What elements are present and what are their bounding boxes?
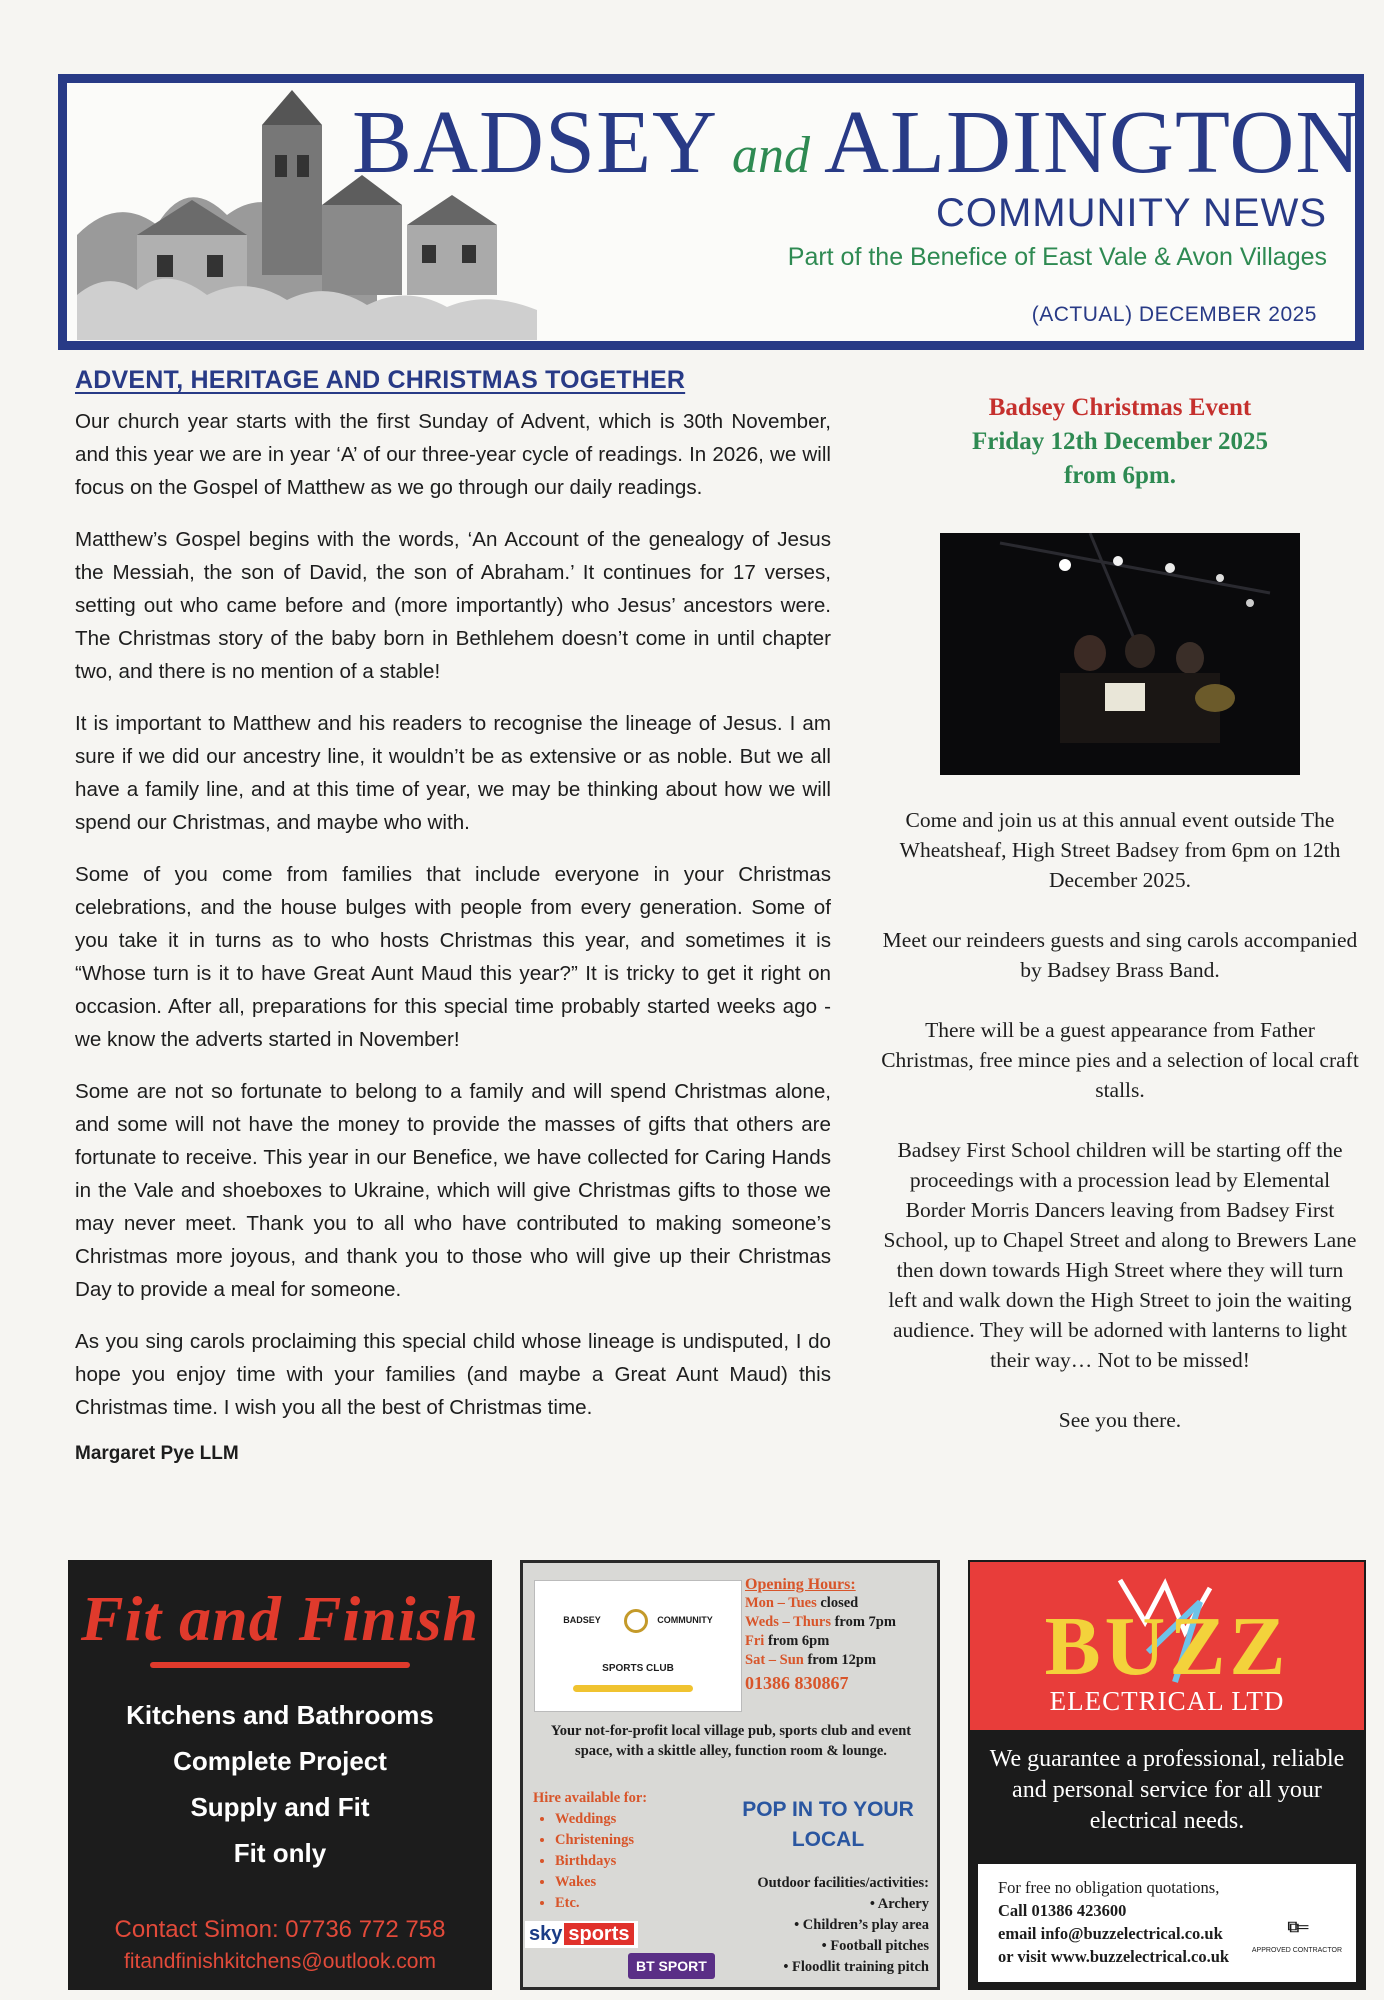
article-author: Margaret Pye LLM bbox=[75, 1443, 239, 1464]
buzz-electrical-ad bbox=[968, 1560, 1366, 1990]
outdoor-item-label: Floodlit training pitch bbox=[792, 1959, 929, 1975]
fit-service: Supply and Fit bbox=[190, 1792, 370, 1822]
article-paragraph: Our church year starts with the first Sunday of Advent, which is 30th November, and this year we are in year ‘A’ of our three-year cycle of readings. In 2026, we will focus on the Gospel of Matthew as we go through our daily readings. bbox=[75, 410, 831, 499]
hire-item: • Wakes bbox=[555, 1872, 647, 1893]
buzz-header bbox=[970, 1562, 1364, 1730]
hours-title: Opening Hours: bbox=[745, 1576, 856, 1593]
buzz-logo: BUZZ bbox=[1044, 1600, 1290, 1693]
approved-label: APPROVED CONTRACTOR bbox=[1251, 1947, 1342, 1954]
pop-in-slogan: POP IN TO YOUR LOCAL bbox=[742, 1798, 914, 1851]
masthead-subtitle: COMMUNITY NEWS bbox=[935, 191, 1327, 235]
buzz-phone-text: Call 01386 423600 bbox=[998, 1901, 1127, 1920]
buzz-email-text: email info@buzzelectrical.co.uk bbox=[998, 1924, 1223, 1943]
fit-service: Complete Project bbox=[173, 1746, 387, 1776]
article-paragraph: It is important to Matthew and his readers to recognise the lineage of Jesus. I am sure if we did our ancestry line, it wouldn’t be as extensive or as noble. But we all have a family line, and at this time of year, we may be thinking about how we will spend our Christmas, and maybe who with. bbox=[75, 712, 831, 834]
football-icon bbox=[624, 1609, 648, 1633]
title-and: and bbox=[732, 127, 811, 184]
outdoor-item: • Archery bbox=[869, 1896, 929, 1912]
event-signoff: See you there. bbox=[1058, 1408, 1182, 1432]
outdoor-item-label: Children’s play area bbox=[802, 1917, 929, 1933]
title-left: BADSEY bbox=[352, 93, 719, 192]
club-logo-bar bbox=[573, 1685, 693, 1692]
masthead-tagline: Part of the Benefice of East Vale & Avon Villages bbox=[787, 243, 1327, 271]
hours-time: from 6pm bbox=[767, 1633, 830, 1649]
outdoor-facilities bbox=[757, 1873, 929, 1978]
hours-time: closed bbox=[820, 1595, 859, 1611]
sky-sports-logo bbox=[525, 1921, 638, 1948]
outdoor-item: • Football pitches bbox=[821, 1938, 929, 1954]
hours-row bbox=[745, 1632, 896, 1651]
outdoor-item: • Floodlit training pitch bbox=[783, 1959, 929, 1975]
club-logo bbox=[535, 1581, 741, 1711]
sky-logo-word: sky bbox=[529, 1923, 563, 1945]
hire-item: • Christenings bbox=[555, 1830, 647, 1851]
hours-row bbox=[745, 1613, 896, 1632]
band-photo bbox=[940, 533, 1300, 775]
fit-underline bbox=[150, 1662, 410, 1668]
article-paragraph: Some are not so fortunate to belong to a family and will spend Christmas alone, and some will not have the money to provide the masses of gifts that others are fortunate to receive. This year in our Benefice, we have collected for Caring Hands in the Vale and shoeboxes to Ukraine, which will give Christmas gifts to those we may never meet. Thank you to all who have contributed to making someone’s Christmas more joyous, and thank you to those who will give up their Christmas Day to provide a meal for someone. bbox=[75, 1080, 831, 1301]
fit-and-finish-ad bbox=[68, 1560, 492, 1990]
fit-service: Kitchens and Bathrooms bbox=[126, 1700, 434, 1730]
fit-contact: Contact Simon: 07736 772 758 bbox=[114, 1916, 446, 1943]
hours-days: Weds – Thurs bbox=[745, 1614, 831, 1630]
hours-row bbox=[745, 1651, 896, 1670]
hire-title: Hire available for: bbox=[533, 1790, 648, 1806]
hire-list bbox=[533, 1788, 647, 1914]
hire-item: • Etc. bbox=[555, 1893, 647, 1914]
masthead-title bbox=[352, 93, 1362, 192]
outdoor-title: Outdoor facilities/activities: bbox=[757, 1875, 929, 1891]
buzz-contact bbox=[978, 1864, 1356, 1982]
article-paragraph: As you sing carols proclaiming this special child whose lineage is undisputed, I do hope you enjoy time with your families (and maybe a Great Aunt Maud) this Christmas time. I wish you all the best of Christmas time. bbox=[75, 1330, 831, 1419]
hours-days: Mon – Tues bbox=[745, 1595, 817, 1611]
hours-row bbox=[745, 1594, 896, 1613]
outdoor-item-label: Archery bbox=[877, 1896, 929, 1912]
outdoor-item: • Children’s play area bbox=[794, 1917, 929, 1933]
event-date: Friday 12th December 2025 bbox=[971, 428, 1268, 455]
christmas-event bbox=[880, 391, 1360, 1465]
event-time: from 6pm. bbox=[1063, 462, 1177, 489]
fit-email: fitandfinishkitchens@outlook.com bbox=[124, 1950, 436, 1973]
hours-time: from 12pm bbox=[807, 1652, 877, 1668]
hire-item: • Weddings bbox=[555, 1809, 647, 1830]
event-paragraph: Badsey First School children will be starting off the proceedings with a procession lead by Elemental Border Morris Dancers leaving from Badsey First School, up to Chapel Street and along to Brewers Lane then down towards High Street where they will turn left and walk down the High Street to join the waiting audience. They will be adorned with lanterns to light their way… Not to be missed! bbox=[883, 1138, 1357, 1372]
approved-mark-icon: ⧉═ bbox=[1287, 1919, 1307, 1936]
issue-date: (ACTUAL) DECEMBER 2025 bbox=[1031, 303, 1317, 326]
fit-service: Fit only bbox=[233, 1838, 327, 1868]
event-paragraph: There will be a guest appearance from Father Christmas, free mince pies and a selection of local craft stalls. bbox=[881, 1018, 1359, 1102]
article-headline: ADVENT, HERITAGE AND CHRISTMAS TOGETHER bbox=[75, 366, 686, 394]
buzz-subtitle: ELECTRICAL LTD bbox=[1049, 1686, 1285, 1716]
title-right: ALDINGTON bbox=[824, 93, 1362, 192]
approved-contractor-badge bbox=[1252, 1916, 1342, 1962]
article-paragraph: Some of you come from families that include everyone in your Christmas celebrations, and the house bulges with people from every generation. Some of you take it in turns as to who hosts Christmas this year, and sometimes it is “Whose turn is it to have Great Aunt Maud this year?” It is tricky to get it right on occasion. After all, preparations for this special time probably started weeks ago - we know the adverts started in November! bbox=[75, 863, 831, 1051]
outdoor-item-label: Football pitches bbox=[830, 1938, 929, 1954]
event-title: Badsey Christmas Event bbox=[988, 394, 1252, 421]
club-name-right: COMMUNITY bbox=[657, 1615, 713, 1625]
sports-logo-word: sports bbox=[564, 1923, 633, 1945]
buzz-tagline: We guarantee a professional, reliable and personal service for all your electrical needs. bbox=[989, 1746, 1345, 1834]
buzz-website-text: or visit www.buzzelectrical.co.uk bbox=[998, 1947, 1230, 1966]
hire-item: • Birthdays bbox=[555, 1851, 647, 1872]
hours-days: Sat – Sun bbox=[745, 1652, 804, 1668]
masthead bbox=[58, 74, 1364, 350]
opening-hours bbox=[745, 1575, 896, 1693]
club-subtitle: SPORTS CLUB bbox=[602, 1663, 674, 1674]
club-description: Your not-for-profit local village pub, sports club and event space, with a skittle alley, function room & lounge. bbox=[550, 1723, 912, 1759]
advent-article bbox=[75, 366, 831, 1465]
hours-time: from 7pm bbox=[834, 1614, 896, 1630]
buzz-quote: For free no obligation quotations, bbox=[998, 1878, 1220, 1897]
club-name-left: BADSEY bbox=[563, 1615, 601, 1625]
hours-days: Fri bbox=[745, 1633, 765, 1649]
band-photo-image bbox=[940, 533, 1300, 775]
event-paragraph: Meet our reindeers guests and sing carols accompanied by Badsey Brass Band. bbox=[882, 928, 1358, 982]
club-phone: 01386 830867 bbox=[745, 1673, 849, 1693]
event-paragraph: Come and join us at this annual event outside The Wheatsheaf, High Street Badsey from 6pm on 12th December 2025. bbox=[899, 808, 1341, 892]
fit-title: Fit and Finish bbox=[80, 1583, 480, 1654]
sports-club-ad bbox=[520, 1560, 940, 1990]
article-paragraph: Matthew’s Gospel begins with the words, ‘An Account of the genealogy of Jesus the Messiah, the son of David, the son of Abraham.’ It continues for 17 verses, setting out who came before and (more importantly) who Jesus’ ancestors were. The Christmas story of the baby born in Bethlehem doesn’t come in until chapter two, and there is no mention of a stable! bbox=[75, 528, 831, 683]
bt-sport-logo: BT SPORT bbox=[628, 1953, 715, 1979]
